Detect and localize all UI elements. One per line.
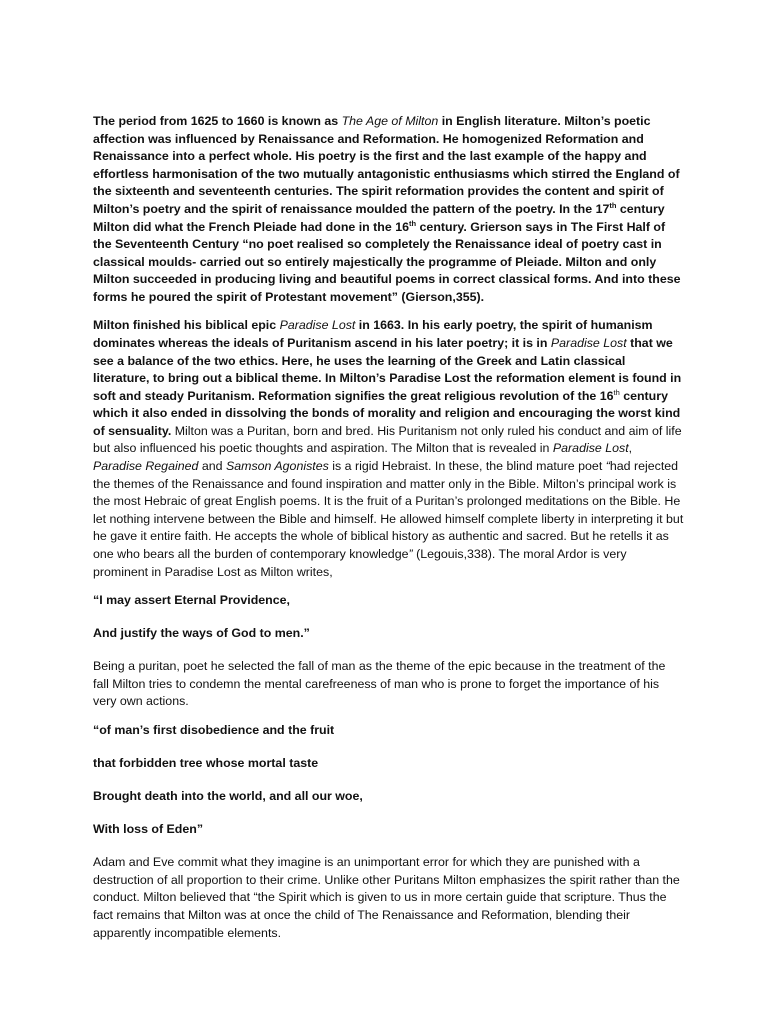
verse-line: And justify the ways of God to men.” [93, 626, 310, 641]
paragraph-adam-and-eve: Adam and Eve commit what they imagine is an unimportant error for which they are punished with a destruction of all proportion to their crime. Unlike other Puritans Milton emphasizes the spirit rather than the conduct. Milton believed that “the Spirit which is given to us in more certain guide that scripture. Thus the fact remains that Milton was at once the child of The Renaissance and Reformation, blending their apparently incompatible elements. [93, 855, 680, 940]
italic-title: Paradise Regained [93, 459, 199, 474]
verse-line: “I may assert Eternal Providence, [93, 593, 290, 608]
text-run: that we see a balance of the two ethics. Here, he uses the learning of the Greek and Latin classical literature, to bring out a biblical theme. In Milton’s Paradise Lost the reformation element is found in soft and steady Puritanism. Reformation signifies the great religious revolution of the 16 [93, 335, 682, 403]
italic-title: Paradise Lost [550, 335, 627, 350]
text-run: had rejected the themes of the Renaissance and found inspiration and matter only in the Bible. Milton’s principal work is the most Hebraic of great English poems. It is the fruit of a Puritan’s prolonged meditations on the Bible. He let nothing intervene between the Bible and himself. He allowed himself complete liberty in interpreting it but he gave it entire faith. He accepts the whole of biblical history as authentic and sacred. But he retells it as one who bears all the burden of contemporary knowledge [93, 459, 684, 562]
verse-line: that forbidden tree whose mortal taste [93, 755, 319, 770]
text-run: (Legouis,338). The moral Ardor is very prominent in Paradise Lost as Milton writes, [93, 547, 627, 579]
italic-title: Samson Agonistes [225, 459, 329, 474]
verse-line: “of man’s first disobedience and the fruit [93, 722, 335, 737]
paragraph-paradise-lost [93, 317, 684, 581]
italic-title: Paradise Lost [279, 318, 356, 333]
italic-quote-mark: “ [605, 459, 610, 474]
italic-title: The Age of Milton [341, 114, 439, 128]
text-run: century Milton did what the French Pleiade had done in the 16 [93, 201, 665, 234]
superscript: th [613, 387, 620, 397]
text-run: in 1663. In his early poetry, the spirit of humanism dominates whereas the ideals of Puritanism ascend in his later poetry; it is in [93, 318, 653, 350]
text-run: is a rigid Hebraist. In these, the blind mature poet [328, 459, 606, 474]
text-run: , [628, 441, 633, 456]
text-run: and [198, 459, 226, 474]
italic-title: Paradise Lost [552, 441, 629, 456]
verse-line: Brought death into the world, and all our woe, [93, 788, 363, 803]
verse-line: With loss of Eden” [93, 822, 204, 837]
superscript: th [609, 200, 617, 210]
text-run: The period from 1625 to 1660 is known as [93, 114, 342, 128]
text-run: century which it also ended in dissolving the bonds of morality and religion and encouraging the worst kind of sensuality. [93, 388, 681, 438]
paragraph-age-of-milton [93, 113, 684, 307]
text-run: Milton finished his biblical epic [93, 318, 280, 333]
paragraph-fall-of-man: Being a puritan, poet he selected the fall of man as the theme of the epic because in the treatment of the fall Milton tries to condemn the mental carefreeness of man who is prone to forget the importance of his very own actions. [93, 659, 666, 709]
italic-quote-mark: ” [408, 547, 413, 562]
text-run: in English literature. Milton’s poetic affection was influenced by Renaissance and Reformation. He homogenized Reformation and Renaissance into a perfect whole. His poetry is the first and the last example of the happy and effortless harmonisation of the two mutually antagonistic enthusiasms which stirred the England of the sixteenth and seventeenth centuries. The spirit reformation provides the content and spirit of Milton’s poetry and the spirit of renaissance moulded the pattern of the poetry. In the 17 [93, 114, 680, 216]
text-run: century. Grierson says in The First Half of the Seventeenth Century “no poet realised so completely the Renaissance ideal of poetry cast in classical moulds- carried out so entirely majestically the programme of Pleiade. Milton and only Milton succeeded in producing living and beautiful poems in correct classical forms. And into these forms he poured the spirit of Protestant movement” (Gierson,355). [93, 219, 681, 304]
text-run: Milton was a Puritan, born and bred. His Puritanism not only ruled his conduct and aim of life but also influenced his poetic thoughts and aspiration. The Milton that is revealed in [93, 423, 682, 456]
superscript: th [409, 218, 417, 228]
